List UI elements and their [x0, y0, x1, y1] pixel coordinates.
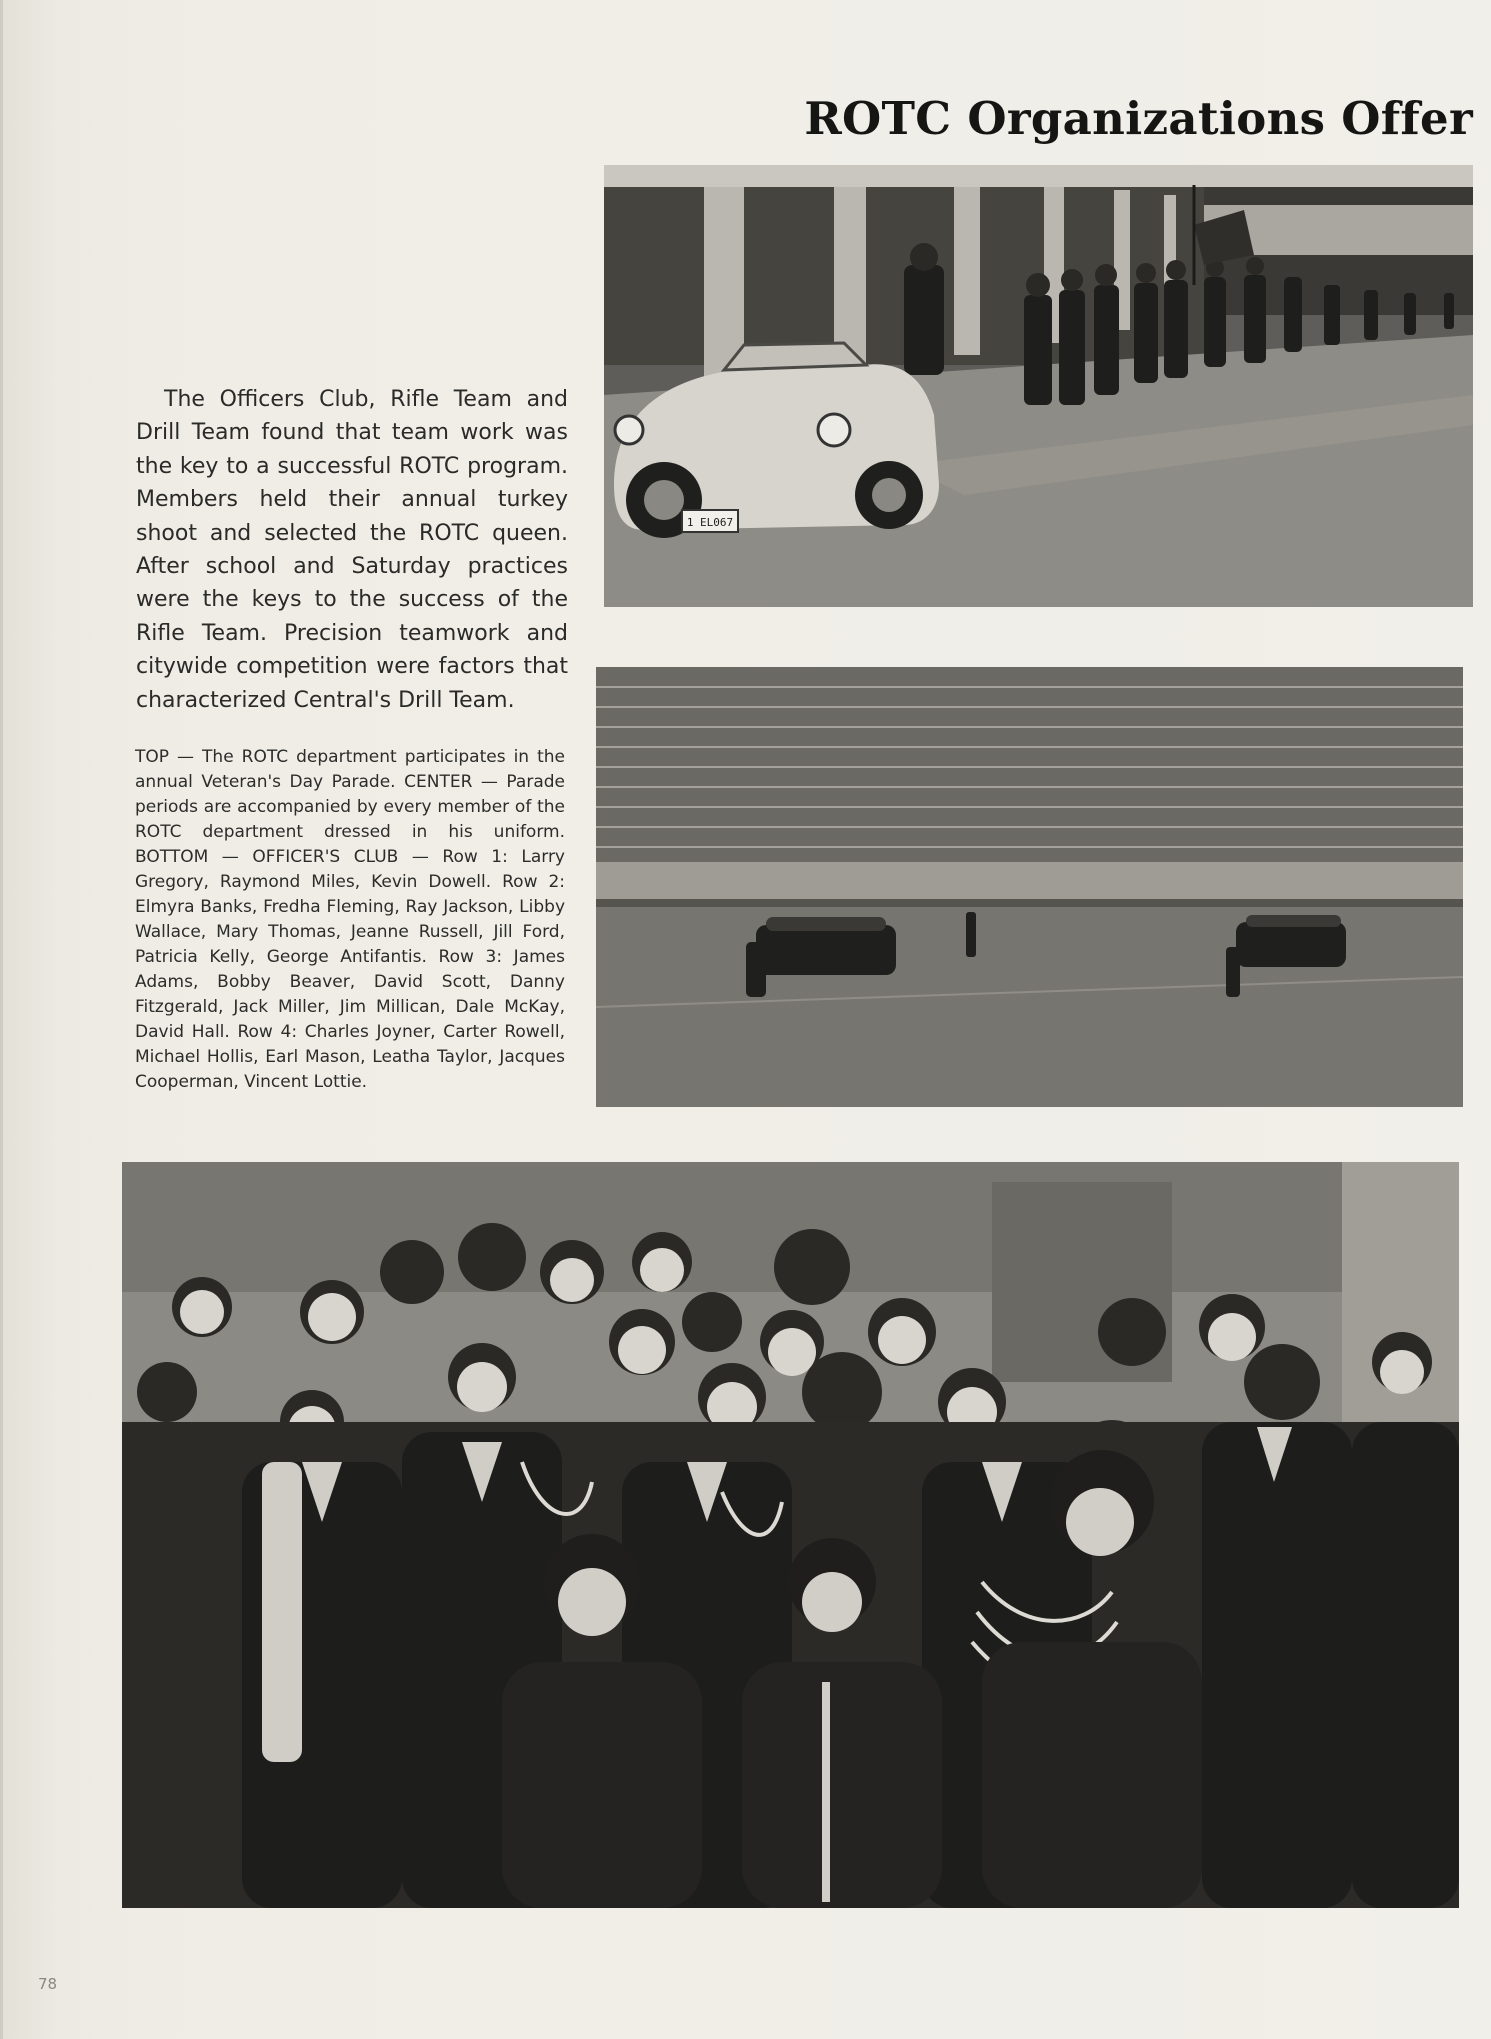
- page-number: 78: [38, 1975, 58, 1993]
- photo-caption: TOP — The ROTC department participates in the annual Veteran's Day Parade. CENTER — Parade periods are accompanied by every member of the ROTC department dressed in his uniform. BOTTOM — OFFICER'S CLUB — Row 1: Larry Gregory, Raymond Miles, Kevin Dowell. Row 2: Elmyra Banks, Fredha Fleming, Ray Jackson, Libby Wallace, Mary Thomas, Jeanne Russell, Jill Ford, Patricia Kelly, George Antifantis. Row 3: James Adams, Bobby Beaver, David Scott, Danny Fitzgerald, Jack Miller, Jim Millican, Dale McKay, David Hall. Row 4: Charles Joyner, Carter Rowell, Michael Hollis, Earl Mason, Leatha Taylor, Jacques Cooperman, Vincent Lottie.: [135, 747, 565, 1092]
- parade-photo: [604, 165, 1473, 607]
- page-headline: ROTC Organizations Offer: [804, 92, 1473, 145]
- stadium-drill-photo: [596, 667, 1463, 1107]
- officers-club-group-photo: [122, 1162, 1459, 1908]
- intro-paragraph: The Officers Club, Rifle Team and Drill Team found that team work was the key to a successful ROTC program. Members held their annual turkey shoot and selected the ROTC queen. After school and Saturday practices were the keys to the success of the Rifle Team. Precision teamwork and citywide competition were factors that characterized Central's Drill Team.: [136, 387, 568, 713]
- license-plate: 1 EL067: [686, 516, 734, 529]
- binding-edge: [0, 0, 3, 2039]
